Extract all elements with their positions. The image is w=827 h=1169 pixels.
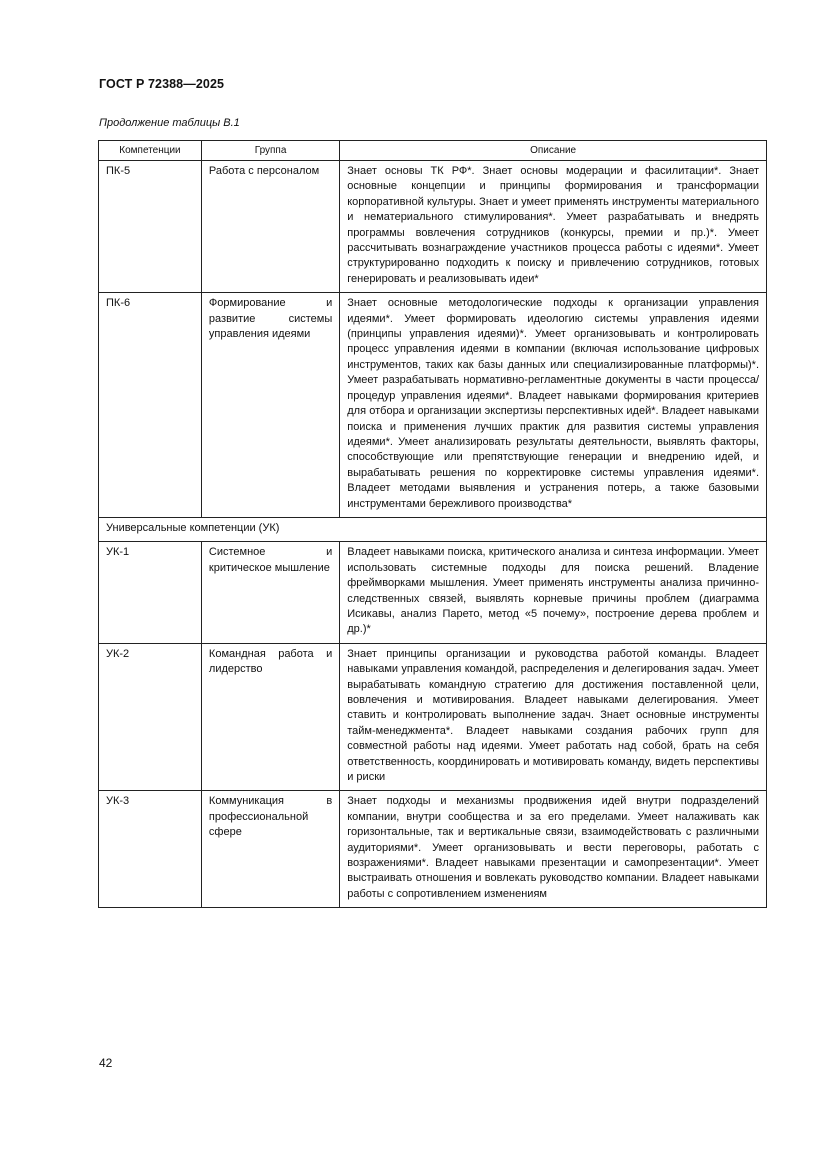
column-header-group: Группа xyxy=(201,141,339,161)
competency-group: Системное и критическое мышление xyxy=(201,542,339,643)
competency-description: Знает подходы и механизмы продвижения идей внутри подразделений компании, внутри сообщества и за его пределами. Умеет налаживать как горизонтальные, так и вертикальные связи, взаимодействовать с различными аудиториями*. Умеет организовывать и вести переговоры, работать с возражениями*. Владеет навыками презентации и самопрезентации*. Умеет выстраивать отношения и вовлекать руководство компании. Владеет навыками работы с сопротивлением изменениям xyxy=(340,791,767,908)
competency-code: ПК-5 xyxy=(99,161,202,293)
column-header-description: Описание xyxy=(340,141,767,161)
competency-group: Формирование и развитие системы управления идеями xyxy=(201,293,339,518)
table-row xyxy=(99,791,767,908)
table-header-row xyxy=(99,141,767,161)
competency-group: Работа с персоналом xyxy=(201,161,339,293)
competency-group: Коммуникация в профессиональной сфере xyxy=(201,791,339,908)
section-title: Универсальные компетенции (УК) xyxy=(99,517,767,541)
document-number: ГОСТ Р 72388—2025 xyxy=(99,77,225,91)
competency-description: Знает основы ТК РФ*. Знает основы модерации и фасилитации*. Знает основные концепции и принципы формирования и трансформации корпоративной культуры. Знает и умеет применять инструменты материального и нематериального стимулирования*. Умеет разрабатывать и внедрять программы вовлечения сотрудников (конкурсы, премии и пр.)*. Умеет рассчитывать вознаграждение участников процесса работы с идеями*. Умеет структурированно подходить к поиску и привлечению сотрудников, готовых генерировать и реализовывать идеи* xyxy=(340,161,767,293)
page-number: 42 xyxy=(99,1056,113,1070)
competency-description: Владеет навыками поиска, критического анализа и синтеза информации. Умеет использовать системные подходы для поиска решений. Владение фреймворками мышления. Умеет применять инструменты анализа причинно-следственных связей, выявлять корневые причины проблем (диаграмма Исикавы, анализ Парето, метод «5 почему», построение дерева проблем и др.)* xyxy=(340,542,767,643)
competency-code: УК-1 xyxy=(99,542,202,643)
competency-description: Знает основные методологические подходы к организации управления идеями*. Умеет формировать идеологию системы управления идеями (принципы управления идеями)*. Умеет организовывать и контролировать процесс управления идеями в компании (включая использование цифровых инструментов, таких как базы данных или специализированные платформы)*. Умеет разрабатывать нормативно-регламентные документы в части процесса/процедур управления идеями*. Владеет навыками формирования критериев для отбора и организации экспертизы перспективных идей*. Владеет навыками поиска и применения лучших практик для развития системы управления идеями*. Умеет анализировать результаты деятельности, выявлять факторы, способствующие или препятствующие генерации и внедрению идей, и вырабатывать решения по корректировке системы управления идеями*. Владеет методами выявления и устранения потерь, а также базовыми инструментами бережливого производства* xyxy=(340,293,767,518)
competencies-table xyxy=(98,140,767,908)
table-row xyxy=(99,542,767,643)
table-row xyxy=(99,643,767,791)
competency-code: УК-2 xyxy=(99,643,202,791)
table-row xyxy=(99,293,767,518)
column-header-competencies: Компетенции xyxy=(99,141,202,161)
competency-group: Командная работа и лидерство xyxy=(201,643,339,791)
table-row xyxy=(99,161,767,293)
competency-code: ПК-6 xyxy=(99,293,202,518)
section-row xyxy=(99,517,767,541)
competency-code: УК-3 xyxy=(99,791,202,908)
table-caption: Продолжение таблицы В.1 xyxy=(99,117,240,129)
competency-description: Знает принципы организации и руководства работой команды. Владеет навыками управления командой, распределения и делегирования задач. Умеет вырабатывать командную стратегию для достижения поставленной цели, вовлечения и мотивирования. Владеет навыками делегирования. Умеет ставить и контролировать выполнение задач. Знает основные инструменты тайм-менеджмента*. Владеет навыками создания рабочих групп для совместной работы над идеями. Умеет работать над собой, брать на себя ответственность, координировать и мотивировать команду, видеть перспективы и риски xyxy=(340,643,767,791)
